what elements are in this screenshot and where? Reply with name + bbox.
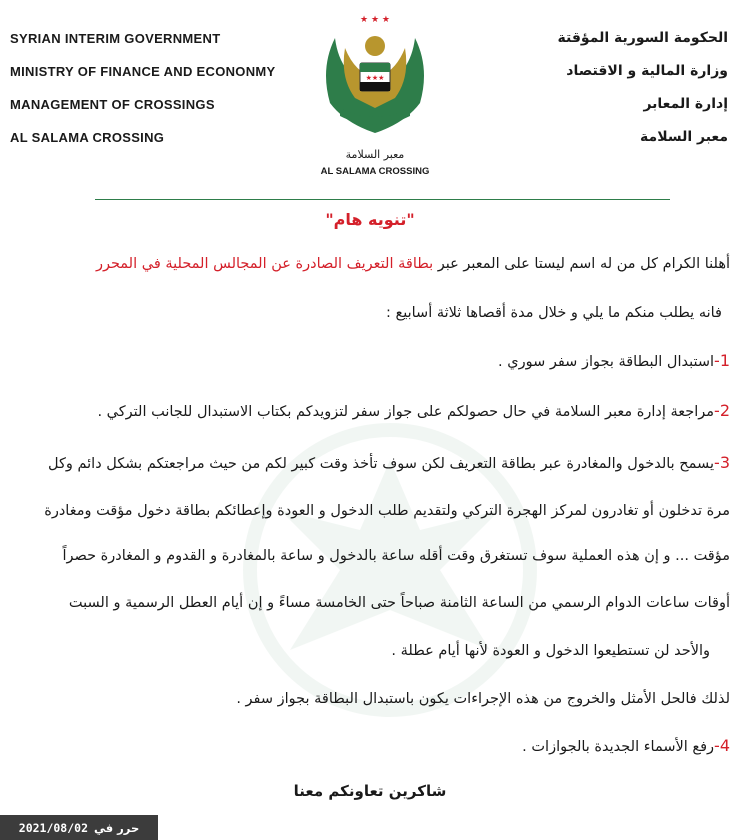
svg-text:★ ★ ★: ★ ★ ★ (360, 15, 390, 25)
item-2 (97, 400, 730, 423)
item-1 (498, 350, 730, 373)
item-3 (48, 452, 730, 475)
issue-date-value: 2021/08/02 (18, 820, 89, 835)
item-2-number: 2- (714, 401, 730, 420)
issue-date-label: حرر في (94, 820, 140, 835)
header-arabic (558, 22, 728, 154)
intro-text: أهلنا الكرام كل من له اسم ليستا على المعبر عبر (437, 256, 730, 272)
header-ar-management: إدارة المعابر (643, 96, 728, 112)
item-1-number: 1- (714, 351, 730, 370)
item-3-text: يسمح بالدخول والمغادرة عبر بطاقة التعريف لكن سوف تأخذ وقت كبير لكم من حيث مراجعتكم بشكل دائم وكل (47, 456, 715, 472)
header-ar-crossing: معبر السلامة (640, 129, 728, 145)
eagle-emblem-icon (310, 8, 440, 143)
item-2-text: مراجعة إدارة معبر السلامة في حال حصولكم على جواز سفر لتزويدكم بكتاب الاستبدال للجانب التركي . (97, 404, 715, 420)
item-3-line-4: أوقات ساعات الدوام الرسمي من الساعة الثامنة صباحاً حتى الخامسة مساءً و إن أيام العطل الرسمية و السبت (68, 595, 730, 611)
intro-line-2: فانه يطلب منكم ما يلي و خلال مدة أقصاها ثلاثة أسابيع : (386, 305, 722, 321)
intro-line-1 (96, 253, 730, 275)
logo-caption-english: AL SALAMA CROSSING (320, 166, 430, 177)
item-4-text: رفع الأسماء الجديدة بالجوازات . (522, 739, 715, 755)
header-ar-government: الحكومة السورية المؤقتة (557, 30, 728, 46)
thanks-note: شاكرين تعاونكم معنا (293, 782, 447, 800)
svg-text:★★★: ★★★ (365, 74, 385, 82)
notice-title: "تنويه هام" (325, 210, 415, 229)
item-4-number: 4- (714, 736, 730, 755)
header-en-ministry: MINISTRY OF FINANCE AND ECONONMY (10, 64, 276, 79)
header-en-crossing: AL SALAMA CROSSING (10, 130, 165, 145)
header-en-management: MANAGEMENT OF CROSSINGS (10, 97, 215, 112)
item-1-text: استبدال البطاقة بجواز سفر سوري . (498, 354, 715, 370)
item-3-number: 3- (714, 453, 730, 472)
header-en-government: SYRIAN INTERIM GOVERNMENT (10, 31, 221, 46)
header-english (10, 22, 276, 154)
item-3-conclusion: لذلك فالحل الأمثل والخروج من هذه الإجراءات يكون باستبدال البطاقة بجواز سفر . (236, 691, 730, 707)
intro-highlight: بطاقة التعريف الصادرة عن المجالس المحلية في المحرر (95, 256, 434, 272)
item-3-line-3: مؤقت ... و إن هذه العملية سوف تستغرق وقت أقله ساعة بالدخول و ساعة بالمغادرة و القدوم و المغادرة حصراً (62, 548, 730, 564)
item-4 (522, 735, 730, 758)
header-ar-ministry: وزارة المالية و الاقتصاد (566, 63, 728, 79)
header-divider (95, 199, 670, 200)
item-3-line-5: والأحد لن تستطيعوا الدخول و العودة لأنها أيام عطلة . (391, 643, 710, 659)
logo-caption-arabic: معبر السلامة (345, 148, 405, 161)
item-3-line-2: مرة تدخلون أو تغادرون لمركز الهجرة التركي ولتقديم طلب الدخول و العودة وإعطائكم بطاقة دخول مؤقت ومغادرة (44, 503, 730, 519)
issue-date-badge (0, 815, 158, 840)
